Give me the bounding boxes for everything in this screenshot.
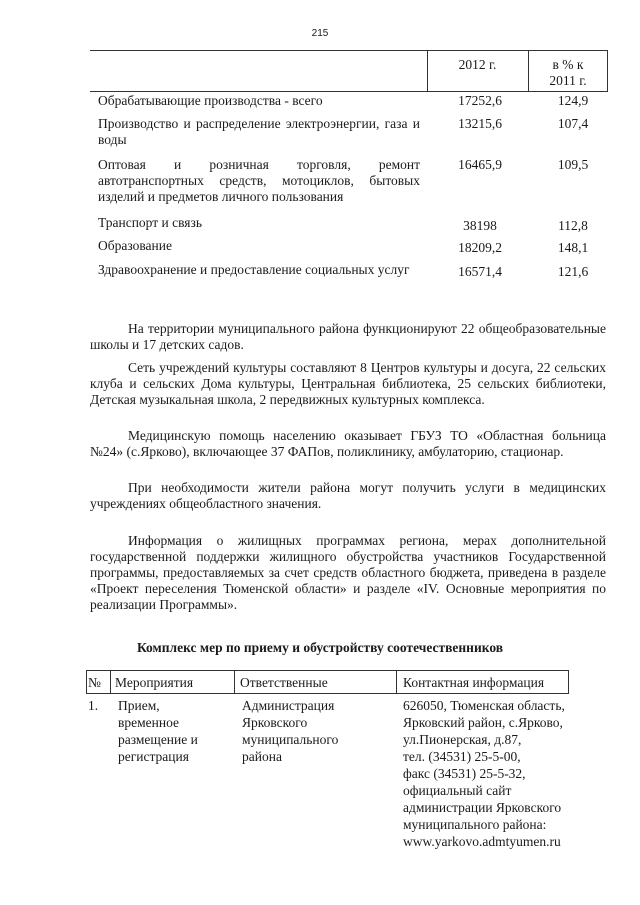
stats-header-year: 2012 г. bbox=[458, 57, 497, 72]
measures-row-num: 1. bbox=[88, 698, 99, 713]
responsible-line: Ярковского bbox=[242, 715, 308, 730]
measures-header-num: № bbox=[88, 675, 101, 690]
stats-table-header-border bbox=[90, 91, 608, 92]
contact-line: Ярковский район, с.Ярково, bbox=[403, 715, 563, 730]
stats-row-label: Оптовая и розничная торговля, ремонт автотранспортных средств, мотоциклов, бытовых изделий и предметов личного пользования bbox=[98, 157, 420, 204]
measures-row-event bbox=[118, 697, 198, 765]
stats-row-value: 38198 bbox=[463, 218, 497, 233]
stats-row-label: Производство и распределение электроэнергии, газа и воды bbox=[98, 116, 420, 147]
measures-row-responsible bbox=[242, 697, 338, 765]
paragraph-schools bbox=[90, 321, 606, 353]
stats-row-value: 16465,9 bbox=[458, 157, 502, 172]
stats-row-pct: 148,1 bbox=[557, 240, 589, 255]
event-line: регистрация bbox=[118, 749, 189, 764]
contact-line: 626050, Тюменская область, bbox=[403, 698, 565, 713]
contact-line: факс (34531) 25-5-32, bbox=[403, 766, 526, 781]
contact-line: муниципального района: bbox=[403, 817, 547, 832]
stats-row-pct: 124,9 bbox=[557, 93, 589, 108]
paragraph-text: Сеть учреждений культуры составляют 8 Центров культуры и досуга, 22 сельских клуба и сельских Дома культуры, Центральная библиотека, 25 сельских библиотеки, Детская музыкальная школа, 2 передвижных культурных комплекса. bbox=[90, 360, 606, 407]
stats-row-pct: 109,5 bbox=[557, 157, 589, 172]
stats-row-pct: 112,8 bbox=[558, 218, 588, 233]
contact-website-link[interactable]: www.yarkovo.admtyumen.ru bbox=[403, 834, 561, 849]
stats-row-pct: 107,4 bbox=[557, 116, 589, 131]
measures-table-header-border bbox=[86, 693, 569, 694]
stats-row-label: Обрабатывающие производства - всего bbox=[98, 93, 323, 108]
contact-line: ул.Пионерская, д.87, bbox=[403, 732, 522, 747]
stats-row-value: 16571,4 bbox=[458, 264, 502, 279]
measures-col-divider-4 bbox=[568, 670, 569, 693]
responsible-line: района bbox=[242, 749, 282, 764]
stats-row-label: Образование bbox=[98, 238, 172, 253]
measures-col-divider-0 bbox=[86, 670, 87, 693]
contact-line: официальный сайт bbox=[403, 783, 512, 798]
paragraph-text: Информация о жилищных программах региона, мерах дополнительной государственной поддержки жилищного обустройства участников Государственной программы, предоставляемых за счет средств областного бюджета, приведена в разделе «Проект переселения Тюменской области» и разделе «IV. Основные мероприятия по реализации Программы». bbox=[90, 533, 606, 612]
measures-col-divider-1 bbox=[110, 670, 111, 693]
measures-heading: Комплекс мер по приему и обустройству соотечественников bbox=[136, 640, 504, 655]
stats-row-pct: 121,6 bbox=[557, 264, 589, 279]
event-line: размещение и bbox=[118, 732, 198, 747]
stats-row-label: Здравоохранение и предоставление социальных услуг bbox=[98, 262, 410, 277]
stats-table-top-border bbox=[90, 50, 608, 51]
measures-col-divider-2 bbox=[234, 670, 235, 693]
paragraph-housing bbox=[90, 533, 606, 613]
paragraph-text: На территории муниципального района функционируют 22 общеобразовательные школы и 17 детских садов. bbox=[90, 321, 606, 352]
measures-row-contact bbox=[403, 697, 565, 850]
paragraph-medical bbox=[90, 428, 606, 460]
responsible-line: Администрация bbox=[242, 698, 335, 713]
event-line: Прием, bbox=[118, 698, 160, 713]
measures-header-event: Мероприятия bbox=[115, 675, 194, 690]
paragraph-text: При необходимости жители района могут получить услуги в медицинских учреждениях общеобластного значения. bbox=[90, 480, 606, 511]
stats-row-value: 13215,6 bbox=[458, 116, 502, 131]
page-number: 215 bbox=[311, 28, 329, 39]
measures-header-responsible: Ответственные bbox=[240, 675, 328, 690]
stats-row-value: 18209,2 bbox=[458, 240, 502, 255]
event-line: временное bbox=[118, 715, 180, 730]
contact-line: администрации Ярковского bbox=[403, 800, 562, 815]
stats-header-pct-line1: в % к bbox=[552, 57, 584, 72]
paragraph-text: Медицинскую помощь населению оказывает ГБУЗ ТО «Областная больница №24» (с.Ярково), включающее 37 ФАПов, поликлинику, амбулаторию, стационар. bbox=[90, 428, 606, 459]
contact-line: тел. (34531) 25-5-00, bbox=[403, 749, 521, 764]
paragraph-culture bbox=[90, 360, 606, 408]
stats-row-value: 17252,6 bbox=[458, 93, 502, 108]
stats-row-label: Транспорт и связь bbox=[98, 215, 202, 230]
measures-table-top-border bbox=[86, 670, 569, 671]
paragraph-services bbox=[90, 480, 606, 512]
responsible-line: муниципального bbox=[242, 732, 339, 747]
stats-header-pct-line2: 2011 г. bbox=[549, 73, 587, 88]
measures-col-divider-3 bbox=[396, 670, 397, 693]
measures-header-contact: Контактная информация bbox=[403, 675, 545, 690]
